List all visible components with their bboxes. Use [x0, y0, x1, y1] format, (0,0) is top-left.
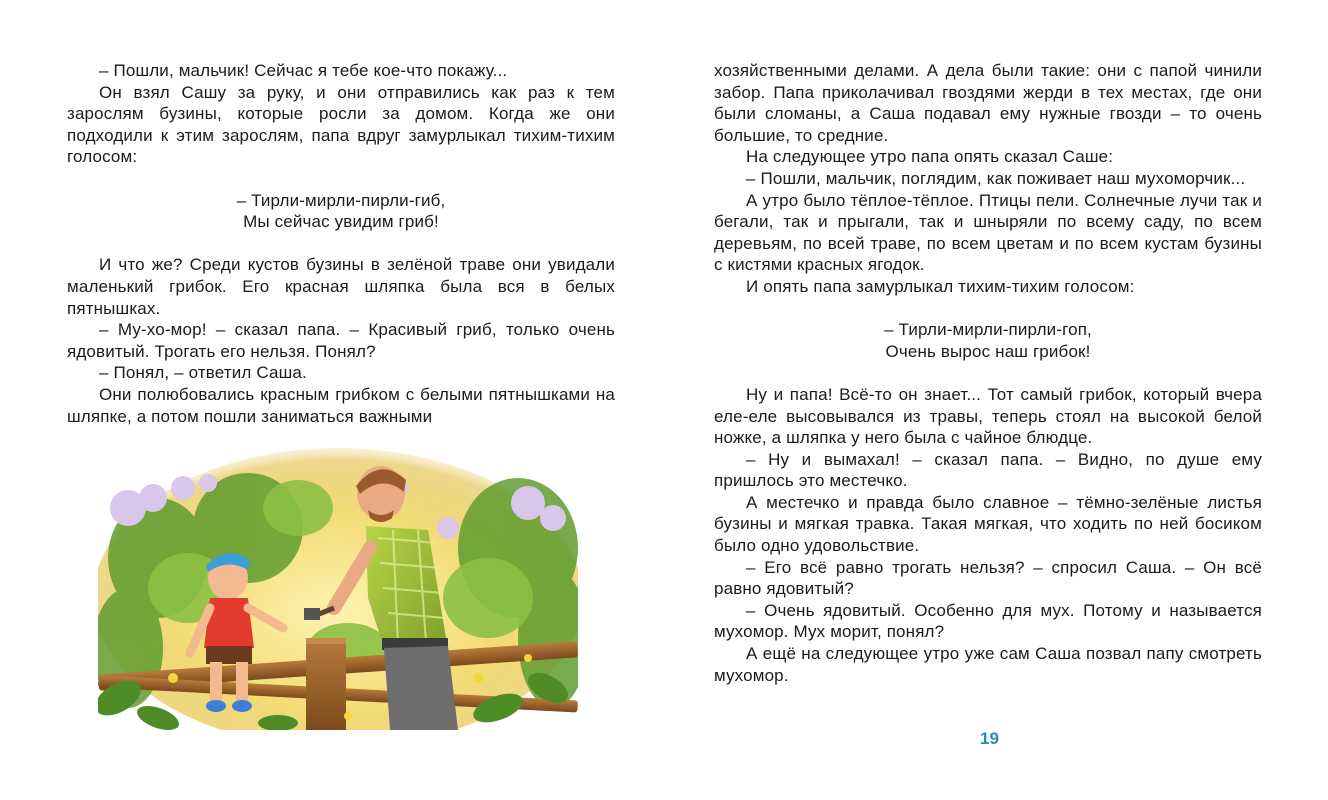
right-page — [664, 0, 1328, 800]
paragraph: Ну и папа! Всё-то он знает... Тот самый грибок, который вчера еле-еле высовывался из травы, теперь стоял на высокой белой ножке, а шляпка у него была с чайное блюдце. — [714, 384, 1262, 448]
verse-line: Мы сейчас увидим гриб! — [243, 212, 439, 232]
paragraph: Он взял Сашу за руку, и они отправились как раз к тем зарослям бузины, которые росли за домом. Когда же они подходили к этим зарослям, папа вдруг замурлыкал тихим-тихим голосом: — [67, 82, 615, 167]
paragraph: А местечко и правда было славное – тёмно-зелёные листья бузины и мягкая травка. Такая мягкая, что ходить по ней босиком было одно удовольствие. — [714, 492, 1262, 556]
paragraph: И что же? Среди кустов бузины в зелёной траве они увидали маленький грибок. Его красная шляпка была вся в белых пятнышках. — [67, 255, 615, 318]
verse-line: – Тирли-мирли-пирли-гоп, — [884, 320, 1092, 340]
verse-line: Очень вырос наш грибок! — [885, 341, 1091, 361]
paragraph: – Пошли, мальчик! Сейчас я тебе кое-что покажу... — [99, 61, 508, 80]
paragraph: – Понял, – ответил Саша. — [99, 363, 307, 383]
left-text-column — [67, 60, 615, 427]
page-number: 19 — [980, 729, 999, 748]
paragraph: – Ну и вымахал! – сказал папа. – Видно, по душе ему пришлось это местечко. — [714, 449, 1262, 491]
paragraph: А ещё на следующее утро уже сам Саша позвал папу смотреть мухомор. — [714, 644, 1262, 685]
paragraph: И опять папа замурлыкал тихим-тихим голосом: — [746, 276, 1135, 296]
paragraph: – Му-хо-мор! – сказал папа. – Красивый гриб, только очень ядовитый. Трогать его нельзя. Понял? — [67, 320, 615, 361]
paragraph: – Пошли, мальчик, поглядим, как поживает наш мухоморчик... — [746, 168, 1246, 188]
right-text-column — [714, 60, 1262, 686]
verse-line: – Тирли-мирли-пирли-гиб, — [236, 190, 446, 210]
paragraph: хозяйственными делами. А дела были такие: они с папой чинили забор. Папа приколачивал гвоздями жерди в тех местах, где они были сломаны, а Саша подавал ему нужные гвозди – то очень большие, то средние. — [714, 61, 1262, 145]
paragraph: Они полюбовались красным грибком с белыми пятнышками на шляпке, а потом пошли заниматься важными — [67, 384, 615, 426]
paragraph: На следующее утро папа опять сказал Саше: — [746, 147, 1114, 167]
paragraph: – Очень ядовитый. Особенно для мух. Потому и называется мухомор. Мух морит, понял? — [714, 600, 1262, 642]
father-and-son-fixing-fence-illustration — [98, 448, 578, 730]
paragraph: – Его всё равно трогать нельзя? – спросил Саша. – Он всё равно ядовитый? — [714, 557, 1262, 599]
paragraph: А утро было тёплое-тёплое. Птицы пели. Солнечные лучи так и бегали, так и прыгали, так и шныряли по всему саду, по всем деревьям, по всей траве, по всем цветам и по всем кустам бузины с кистями красных ягодок. — [714, 190, 1262, 275]
